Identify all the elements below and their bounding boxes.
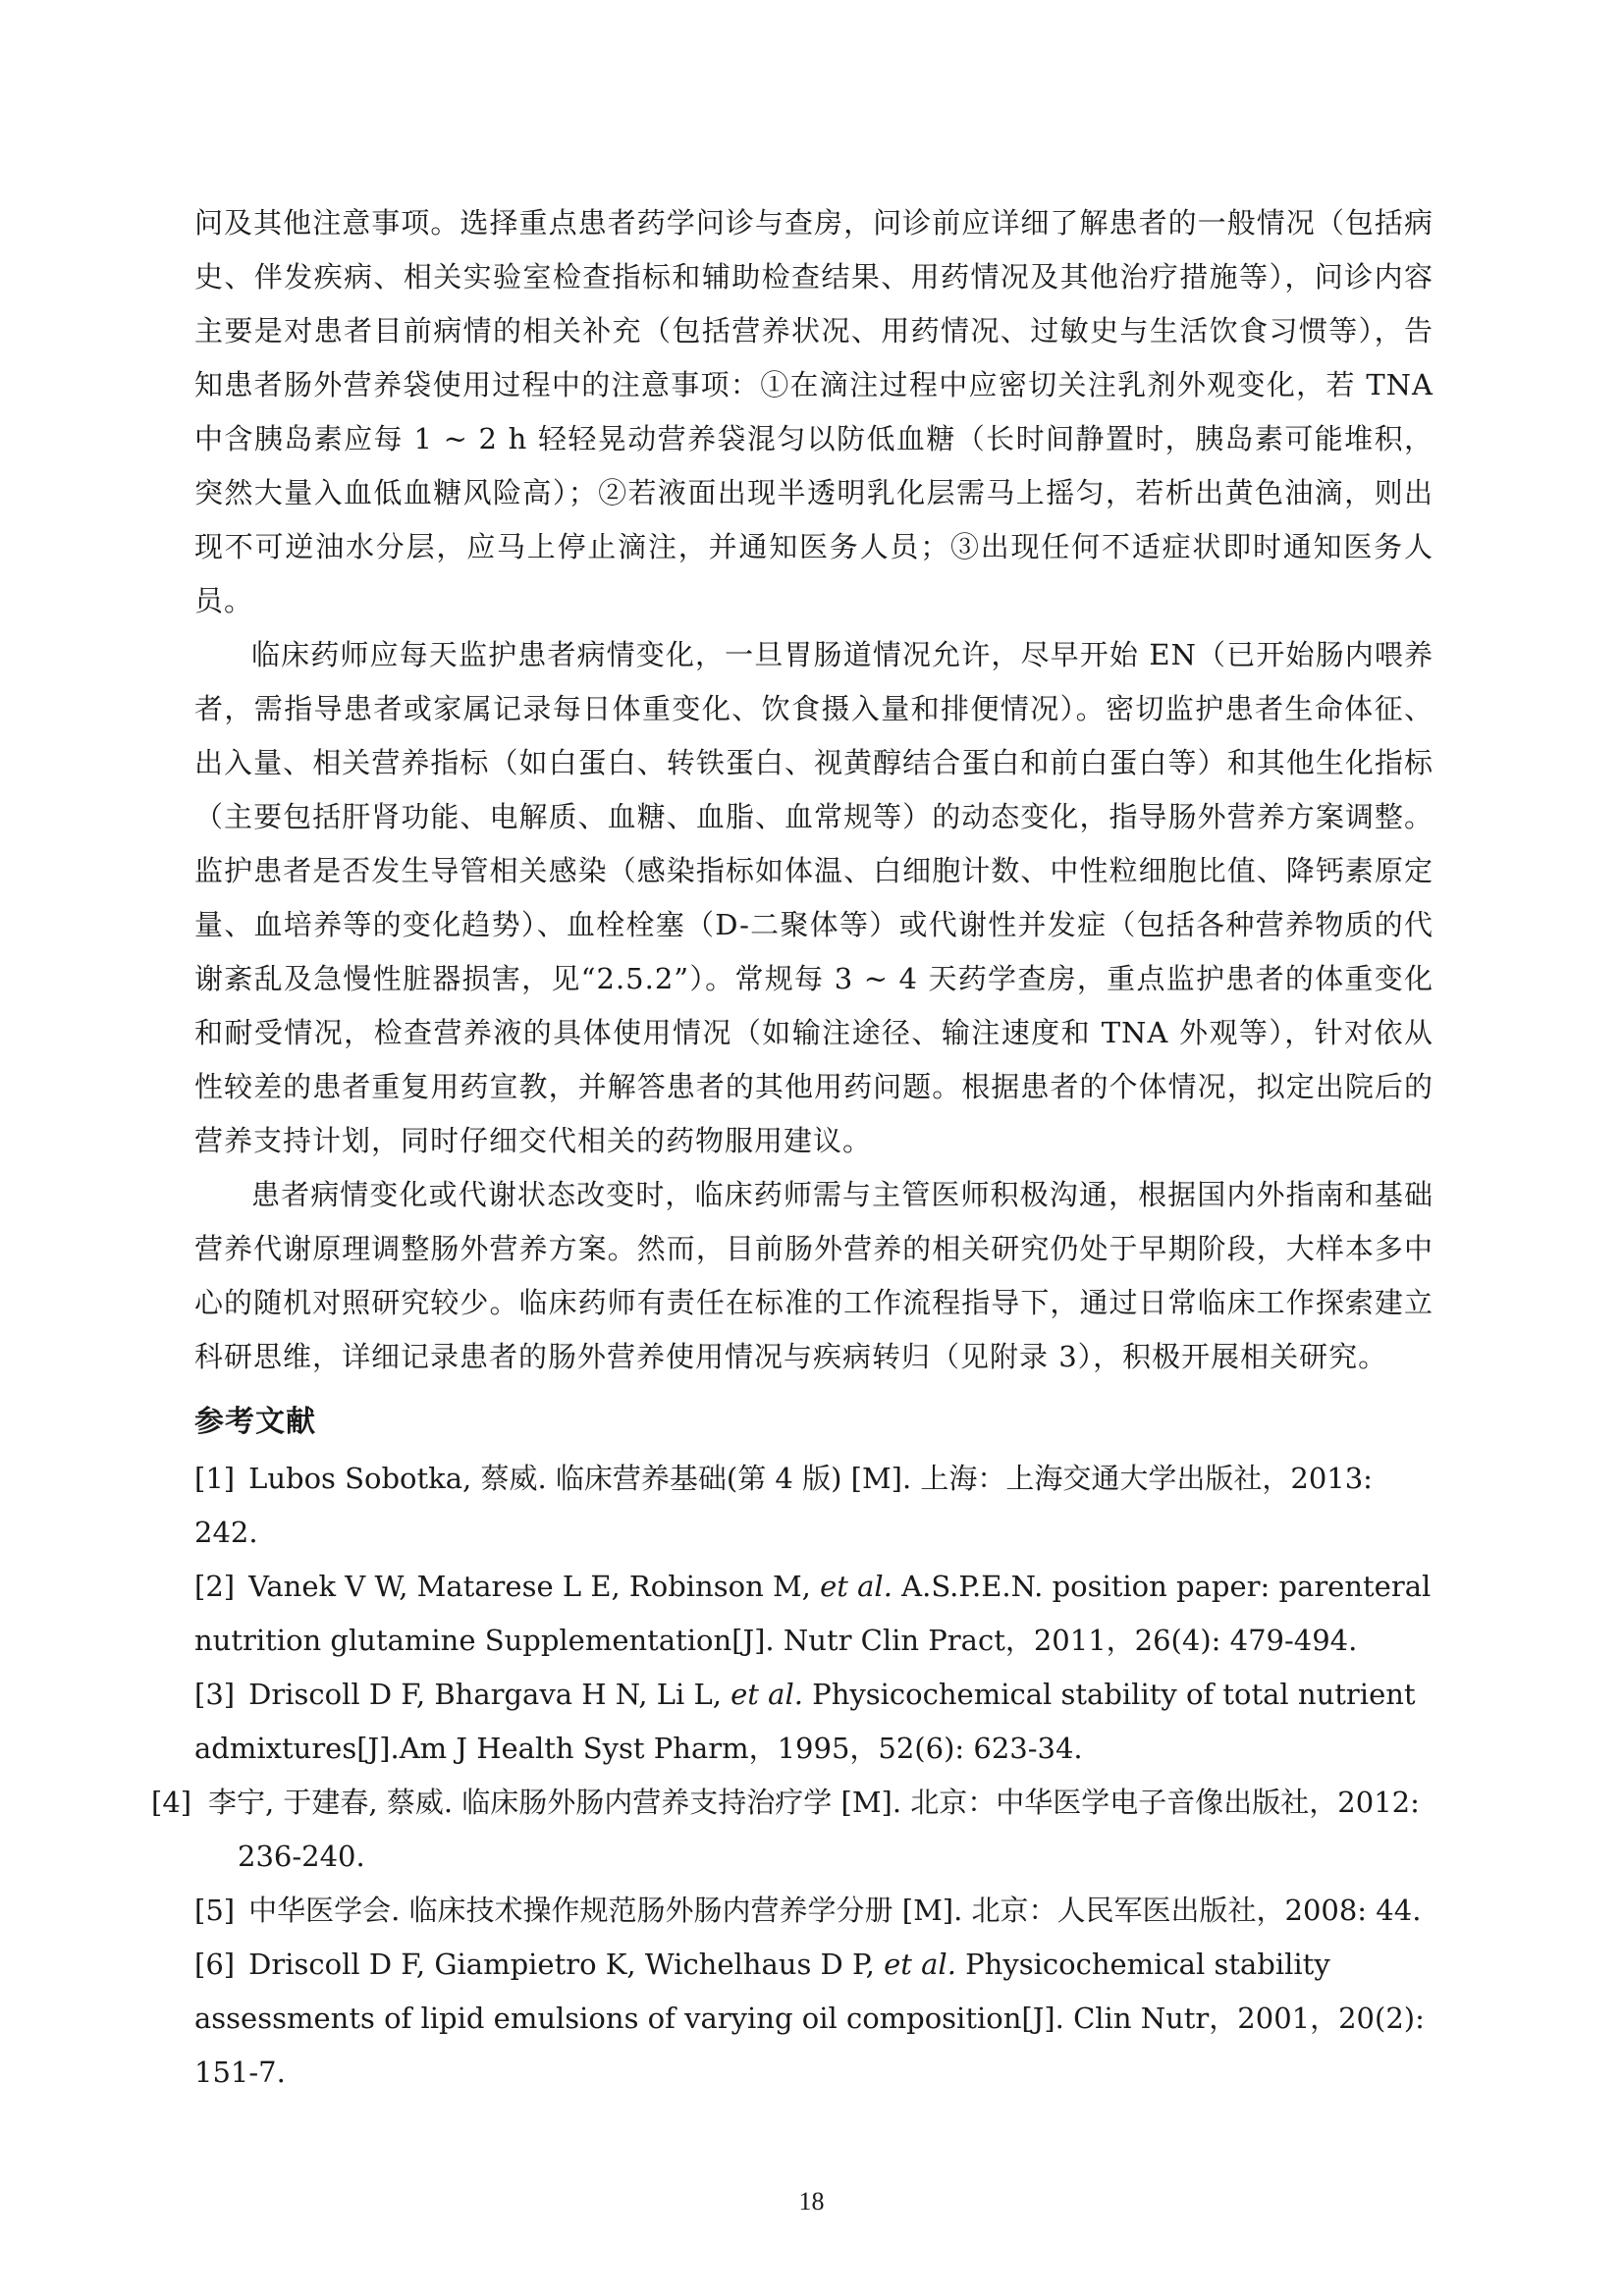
reference-text: Driscoll D F, Giampietro K, Wichelhaus D P, <box>248 1948 885 1981</box>
reference-item <box>194 1560 1434 1668</box>
reference-number: [6] <box>194 1948 236 1981</box>
reference-text: Lubos Sobotka, 蔡威. 临床营养基础(第 4 版) [M]. 上海：上海交通大学出版社，2013: 242. <box>194 1462 1373 1549</box>
reference-number: [1] <box>194 1462 236 1495</box>
references-section <box>151 1399 1434 2100</box>
reference-text-tail: Physicochemical stability assessments of lipid emulsions of varying oil composition[J]. Clin Nutr，2001，20(2): 151-7. <box>194 1948 1425 2089</box>
references-heading: 参考文献 <box>194 1405 316 1439</box>
paragraph: 临床药师应每天监护患者病情变化，一旦胃肠道情况允许，尽早开始 EN（已开始肠内喂养者，需指导患者或家属记录每日体重变化、饮食摄入量和排便情况）。密切监护患者生命体征、出入量、相关营养指标（如白蛋白、转铁蛋白、视黄醇结合蛋白和前白蛋白等）和其他生化指标（主要包括肝肾功能、电解质、血糖、血脂、血常规等）的动态变化，指导肠外营养方案调整。监护患者是否发生导管相关感染（感染指标如体温、白细胞计数、中性粒细胞比值、降钙素原定量、血培养等的变化趋势）、血栓栓塞（D-二聚体等）或代谢性并发症（包括各种营养物质的代谢紊乱及急慢性脏器损害，见“2.5.2”）。常规每 3 ~ 4 天药学查房，重点监护患者的体重变化和耐受情况，检查营养液的具体使用情况（如输注途径、输注速度和 TNA 外观等），针对依从性较差的患者重复用药宣教，并解答患者的其他用药问题。根据患者的个体情况，拟定出院后的营养支持计划，同时仔细交代相关的药物服用建议。 <box>194 638 1434 1157</box>
reference-et-al: et al. <box>730 1678 803 1711</box>
reference-item <box>194 1668 1434 1776</box>
body-text <box>194 196 1434 1384</box>
reference-item <box>194 1938 1434 2100</box>
reference-et-al: et al. <box>820 1570 893 1603</box>
paragraph: 问及其他注意事项。选择重点患者药学问诊与查房，问诊前应详细了解患者的一般情况（包括病史、伴发疾病、相关实验室检查指标和辅助检查结果、用药情况及其他治疗措施等），问诊内容主要是对患者目前病情的相关补充（包括营养状况、用药情况、过敏史与生活饮食习惯等），告知患者肠外营养袋使用过程中的注意事项：①在滴注过程中应密切关注乳剂外观变化，若 TNA 中含胰岛素应每 1 ~ 2 h 轻轻晃动营养袋混匀以防低血糖（长时间静置时，胰岛素可能堆积，突然大量入血低血糖风险高）；②若液面出现半透明乳化层需马上摇匀，若析出黄色油滴，则出现不可逆油水分层，应马上停止滴注，并通知医务人员；③出现任何不适症状即时通知医务人员。 <box>194 206 1434 617</box>
reference-text: Vanek V W, Matarese L E, Robinson M, <box>248 1570 821 1603</box>
reference-text: 中华医学会. 临床技术操作规范肠外肠内营养学分册 [M]. 北京：人民军医出版社，2008: 44. <box>248 1894 1422 1927</box>
reference-text: 李宁, 于建春, 蔡威. 临床肠外肠内营养支持治疗学 [M]. 北京：中华医学电子音像出版社，2012: 236-240. <box>208 1786 1420 1873</box>
reference-number: [5] <box>194 1894 236 1927</box>
reference-number: [3] <box>194 1678 236 1711</box>
reference-item: [4] 李宁, 于建春, 蔡威. 临床肠外肠内营养支持治疗学 [M]. 北京：中华医学电子音像出版社，2012: 236-240. <box>151 1786 1420 1873</box>
reference-et-al: et al. <box>884 1948 956 1981</box>
reference-text-tail: A.S.P.E.N. position paper: parenteral nutrition glutamine Supplementation[J]. Nutr Clin Pract，2011，26(4): 479-494. <box>194 1570 1432 1657</box>
reference-text: Driscoll D F, Bhargava H N, Li L, <box>248 1678 731 1711</box>
page-number: 18 <box>798 2187 825 2216</box>
reference-number: [2] <box>194 1570 236 1603</box>
reference-item <box>194 1452 1434 1560</box>
reference-item <box>194 1884 1434 1938</box>
reference-text-tail: Physicochemical stability of total nutrient admixtures[J].Am J Health Syst Pharm，1995，52(6): 623-34. <box>194 1678 1416 1765</box>
paragraph: 患者病情变化或代谢状态改变时，临床药师需与主管医师积极沟通，根据国内外指南和基础营养代谢原理调整肠外营养方案。然而，目前肠外营养的相关研究仍处于早期阶段，大样本多中心的随机对照研究较少。临床药师有责任在标准的工作流程指导下，通过日常临床工作探索建立科研思维，详细记录患者的肠外营养使用情况与疾病转归（见附录 3），积极开展相关研究。 <box>194 1178 1434 1373</box>
